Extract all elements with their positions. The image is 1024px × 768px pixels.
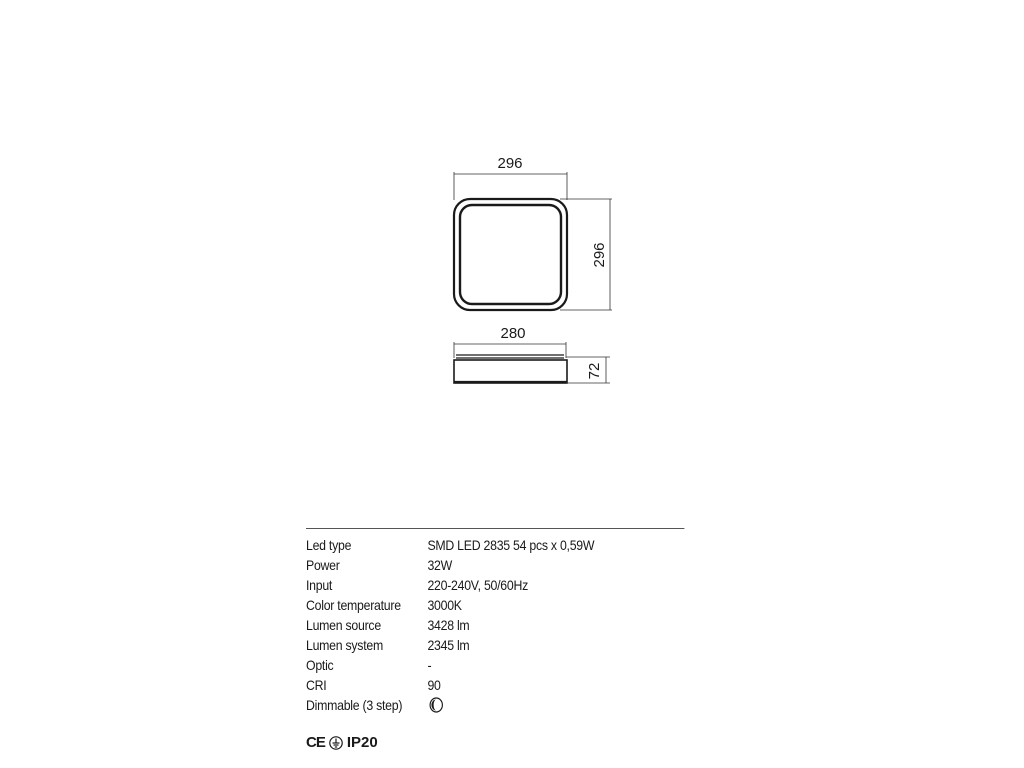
side-width-label: 280	[500, 325, 526, 342]
spec-label: Power	[306, 557, 340, 573]
spec-row-color-temperature	[306, 595, 684, 615]
spec-label: Lumen system	[306, 637, 383, 653]
spec-row-led-type	[306, 535, 684, 555]
certification-marks	[306, 734, 378, 751]
spec-label: Dimmable (3 step)	[306, 697, 403, 713]
lamp-top-view-outer	[454, 199, 567, 310]
top-width-label: 296	[497, 155, 523, 172]
lamp-side-view	[454, 355, 567, 383]
spec-value: 220-240V, 50/60Hz	[427, 577, 528, 593]
spec-label: Color temperature	[306, 597, 401, 613]
ce-mark: CE	[306, 734, 325, 751]
spec-row-power	[306, 555, 684, 575]
spec-label: Input	[306, 577, 333, 593]
spec-row-lumen-system	[306, 635, 684, 655]
spec-value: 3428 lm	[427, 617, 470, 633]
spec-row-input	[306, 575, 684, 595]
spec-value: 3000K	[427, 597, 462, 613]
spec-label: Led type	[306, 537, 352, 553]
spec-row-optic	[306, 655, 684, 675]
spec-label: Optic	[306, 657, 334, 673]
spec-value: 90	[427, 677, 441, 693]
top-height-label: 296	[591, 242, 608, 268]
ground-icon	[329, 736, 343, 750]
top-width-dimension	[454, 172, 567, 200]
spec-row-cri	[306, 675, 684, 695]
side-height-label: 72	[586, 362, 603, 380]
spec-row-dimmable	[306, 695, 684, 715]
spec-value: 32W	[427, 557, 452, 573]
spec-value	[427, 695, 443, 715]
ip-rating: IP20	[346, 734, 378, 751]
spec-table	[306, 528, 684, 715]
spec-label: CRI	[306, 677, 327, 693]
spec-label: Lumen source	[306, 617, 381, 633]
dimmer-icon	[429, 697, 443, 713]
spec-value: -	[427, 657, 432, 673]
spec-row-lumen-source	[306, 615, 684, 635]
spec-value: 2345 lm	[427, 637, 470, 653]
spec-value: SMD LED 2835 54 pcs x 0,59W	[427, 537, 595, 553]
lamp-top-view-inner	[460, 205, 561, 304]
